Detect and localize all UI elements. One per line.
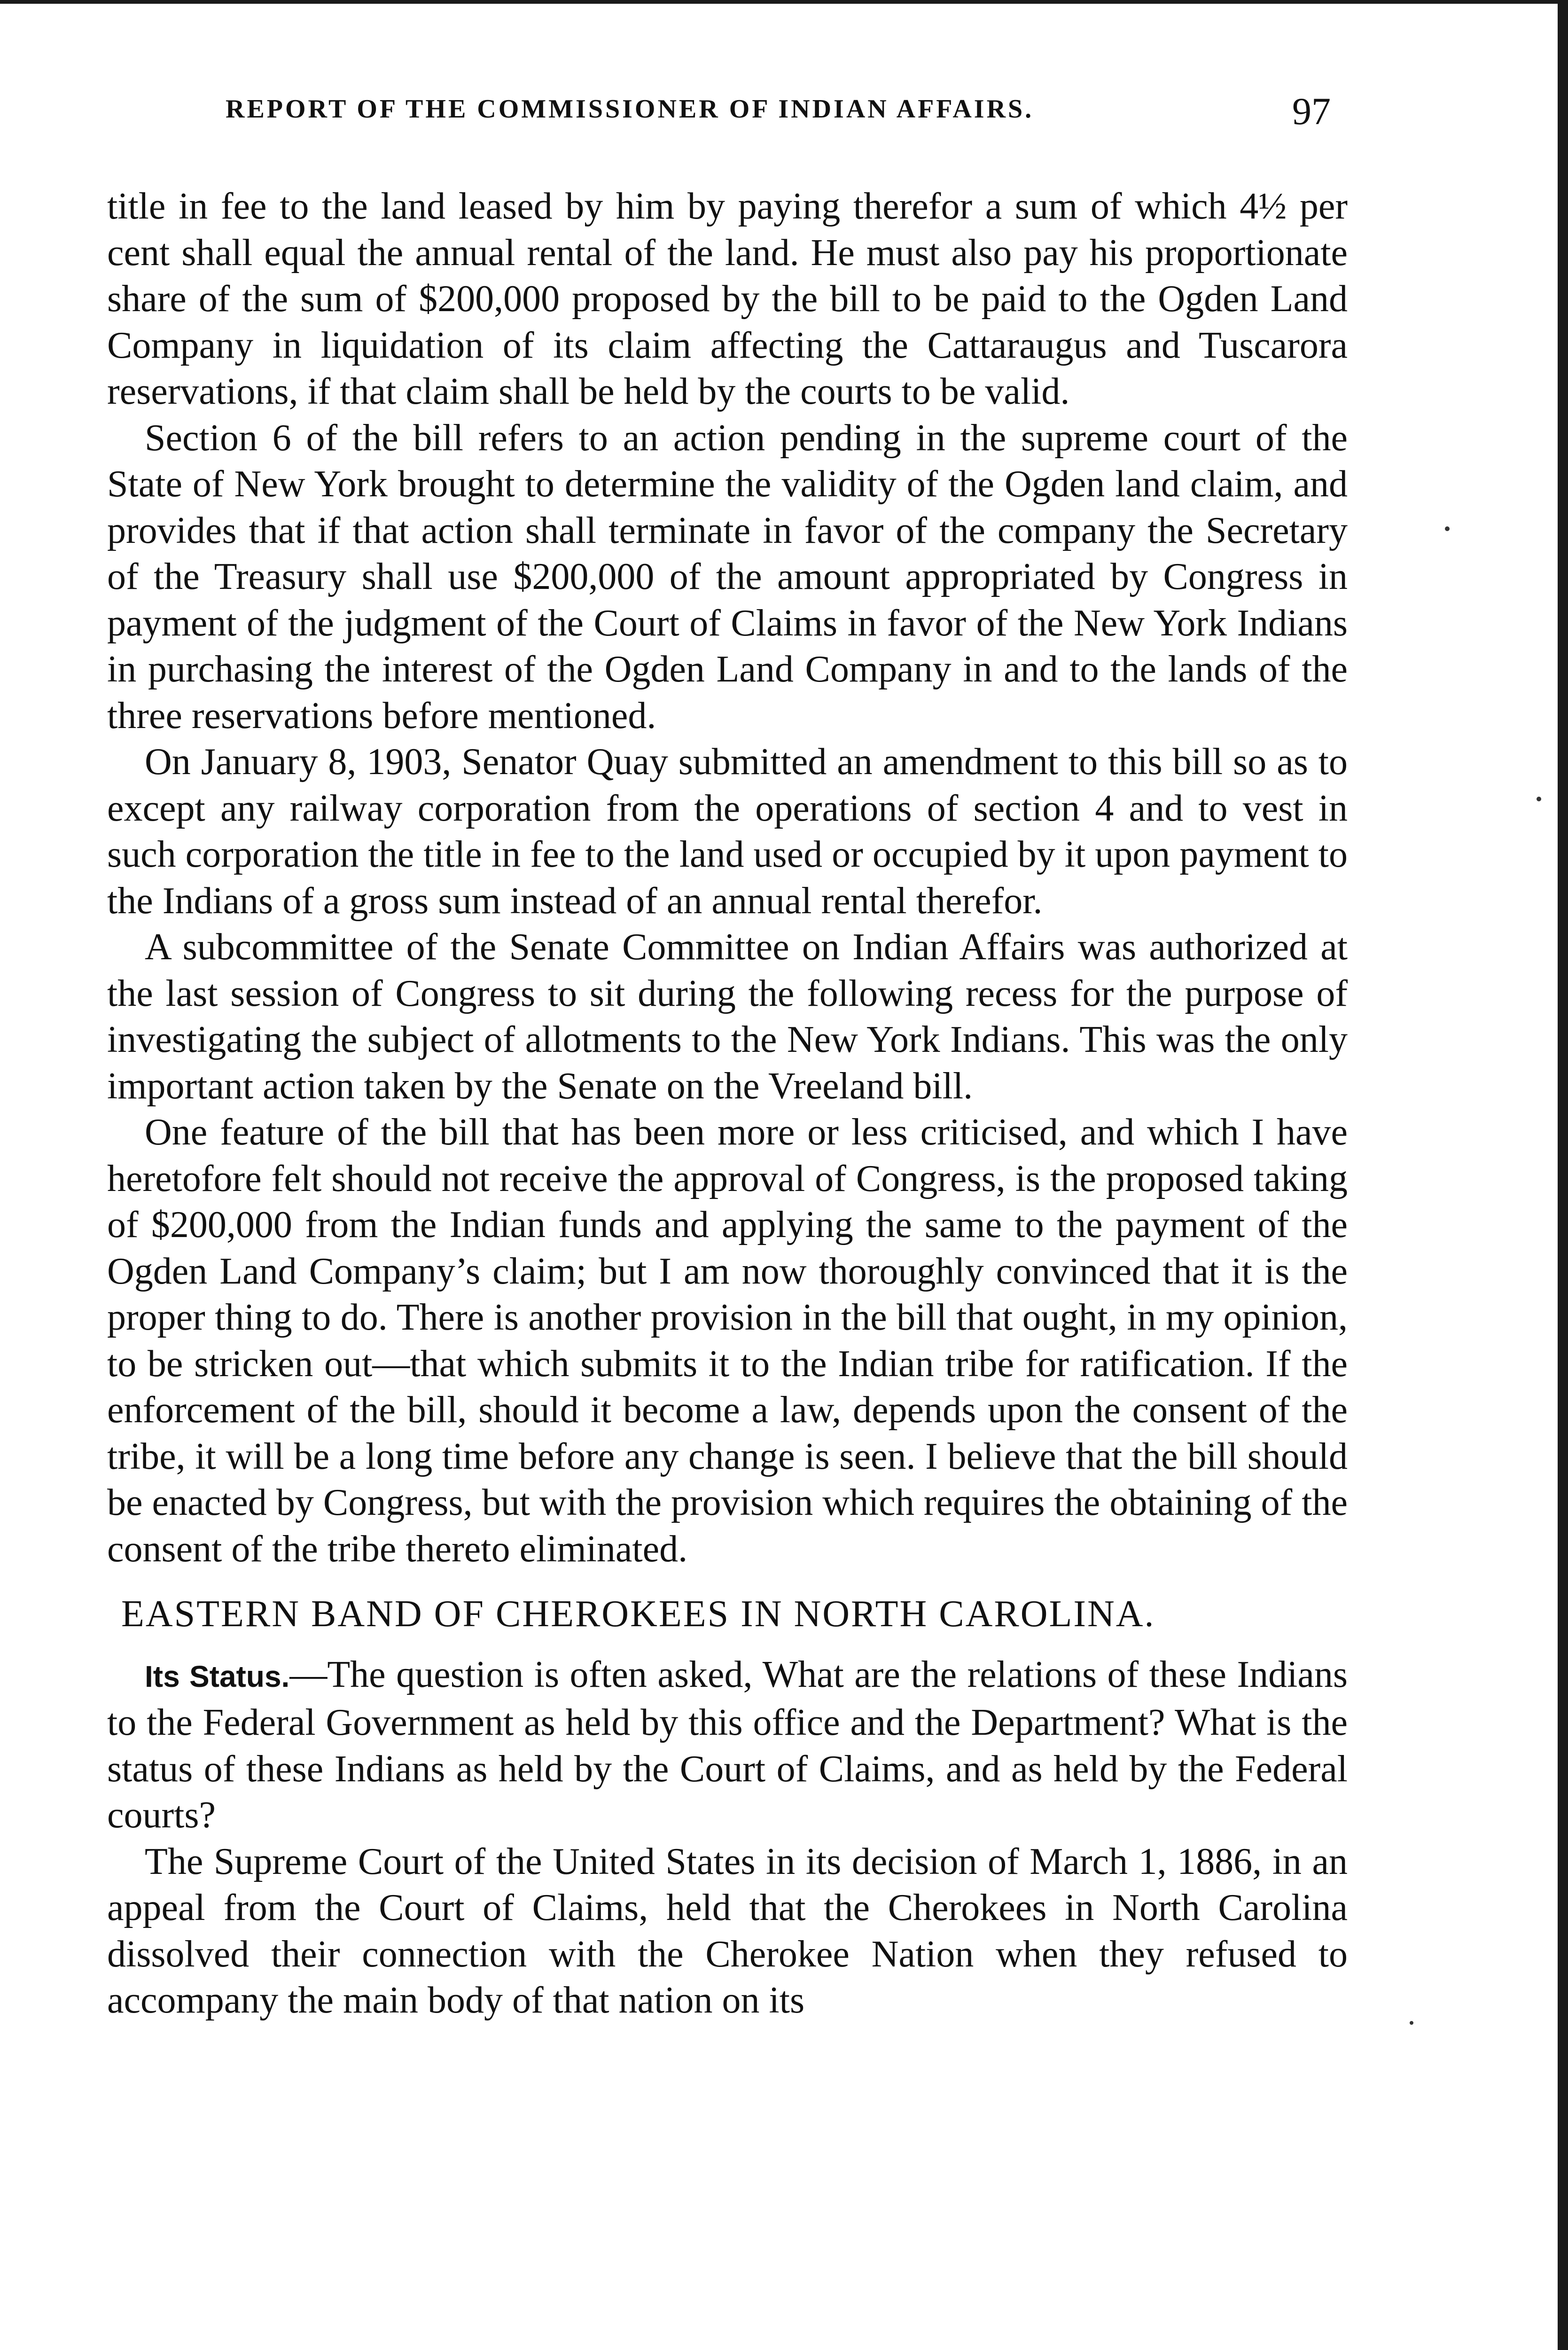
paragraph-3: On January 8, 1903, Senator Quay submitted an amendment to this bill so as to except any railway corporation from the operations of section 4 and to vest in such corporation the title in fee to the land used or occupied by it upon payment to the Indians of a gross sum instead of an annual rental therefor. [107, 741, 1348, 922]
paragraph-4: A subcommittee of the Senate Committee on Indian Affairs was authorized at the last session of Congress to sit during the following recess for the purpose of investigating the subject of allotments to the New York Indians. This was the only important action taken by the Senate on the Vreeland bill. [107, 926, 1348, 1107]
paragraph-5: One feature of the bill that has been more or less criticised, and which I have heretofore felt should not receive the approval of Congress, is the proposed taking of $200,000 from the Indian funds and applying the same to the payment of the Ogden Land Company’s claim; but I am now thoroughly convinced that it is the proper thing to do. There is another provision in the bill that ought, in my opinion, to be stricken out—that which submits it to the Indian tribe for ratification. If the enforcement of the bill, should it become a law, depends upon the consent of the tribe, it will be a long time before any change is seen. I believe that the bill should be enacted by Congress, but with the provision which requires the obtaining of the consent of the tribe thereto eliminated. [107, 1112, 1348, 1570]
paragraph-6-text: —The question is often asked, What are the relations of these Indians to the Federal Government as held by this office and the Department? What is the status of these Indians as held by the Court of Claims, and as held by the Federal courts? [107, 1653, 1348, 1836]
paragraph-7: The Supreme Court of the United States in its decision of March 1, 1886, in an appeal from the Court of Claims, held that the Cherokees in North Carolina dissolved their connection with the Cherokee Nation when they refused to accompany the main body of that nation on its [107, 1841, 1348, 2021]
scan-speck [1445, 526, 1450, 531]
run-in-heading: Its Status. [145, 1659, 290, 1693]
scan-border-top [0, 0, 1568, 4]
running-head: REPORT OF THE COMMISSIONER OF INDIAN AFFAIRS. [226, 94, 1034, 124]
scan-speck [1537, 797, 1541, 801]
body-text [107, 183, 1348, 2024]
paragraph-6 [107, 1652, 1348, 1839]
scan-speck [1410, 2021, 1413, 2025]
paragraph-1: title in fee to the land leased by him by paying therefor a sum of which 4½ per cent shall equal the annual rental of the land. He must also pay his proportionate share of the sum of $200,000 proposed by the bill to be paid to the Ogden Land Company in liquidation of its claim affecting the Cattaraugus and Tuscarora reservations, if that claim shall be held by the courts to be valid. [107, 186, 1348, 412]
scan-border-right [1558, 0, 1568, 2350]
page-number: 97 [1292, 90, 1331, 133]
section-heading: EASTERN BAND OF CHEROKEES IN NORTH CAROLINA. [121, 1593, 1155, 1635]
paragraph-2: Section 6 of the bill refers to an action pending in the supreme court of the State of New York brought to determine the validity of the Ogden land claim, and provides that if that action shall terminate in favor of the company the Secretary of the Treasury shall use $200,000 of the amount appropriated by Congress in payment of the judgment of the Court of Claims in favor of the New York Indians in purchasing the interest of the Ogden Land Company in and to the lands of the three reservations before mentioned. [107, 417, 1348, 736]
